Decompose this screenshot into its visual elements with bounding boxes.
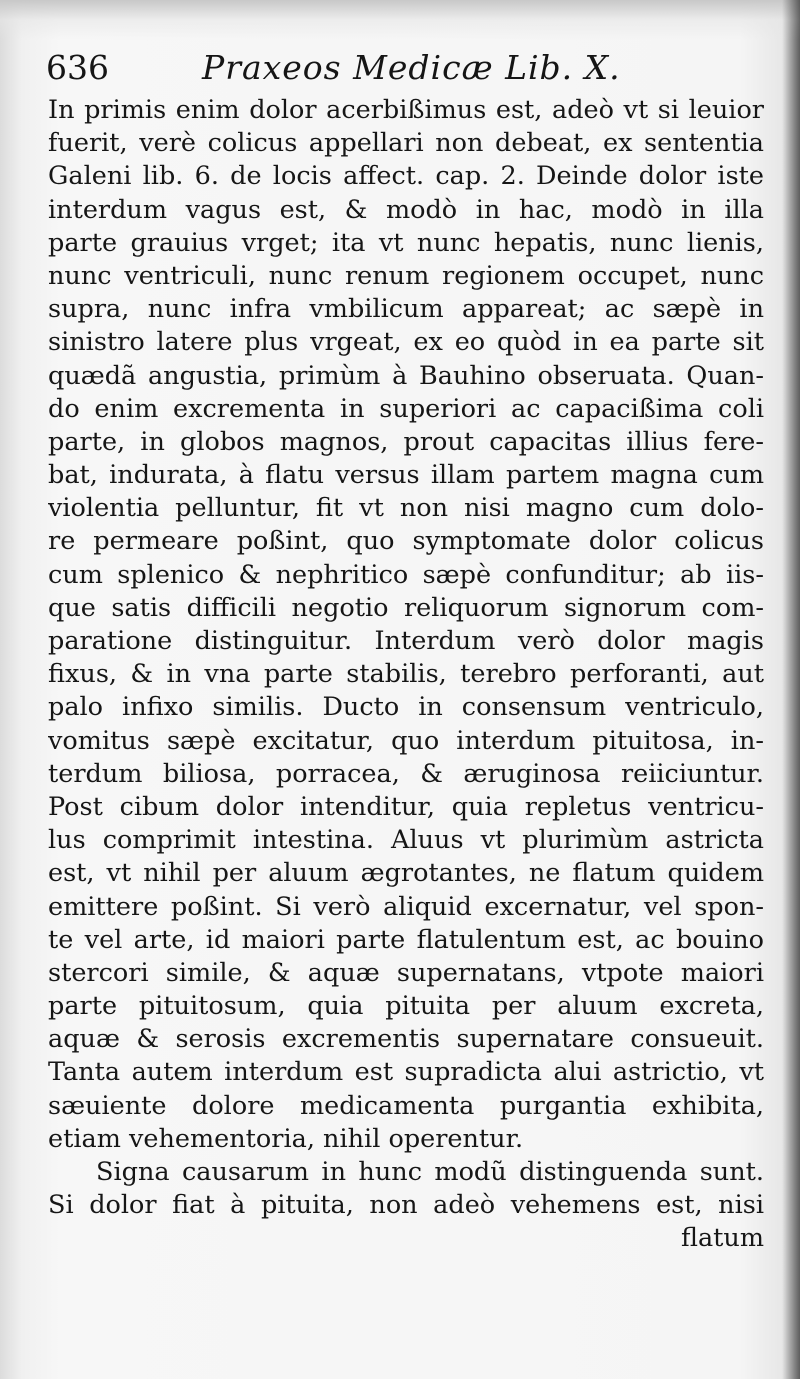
text-line: est, vt nihil per aluum ægrotantes, ne flatum quidem [48, 858, 764, 889]
text-line: Si dolor fiat à pituita, non adeò vehemens est, nisi [48, 1190, 764, 1221]
text-line: parte, in globos magnos, prout capacitas illius fere- [48, 426, 764, 457]
text-line: supra, nunc infra vmbilicum appareat; ac sæpè in [48, 294, 764, 325]
text-line: do enim excrementa in superiori ac capacißima coli [48, 393, 764, 424]
text-line: fuerit, verè colicus appellari non debeat, ex sententia [48, 128, 764, 159]
running-title: Praxeos Medicæ Lib. X. [202, 48, 621, 87]
text-line: sæuiente dolore medicamenta purgantia exhibita, [48, 1090, 764, 1121]
text-line: Tanta autem interdum est supradicta alui astrictio, vt [48, 1057, 764, 1088]
text-line: palo infixo similis. Ducto in consensum ventriculo, [48, 692, 764, 723]
text-line: que satis difficili negotio reliquorum signorum com- [48, 592, 764, 623]
text-line: stercori simile, & aquæ supernatans, vtpote maiori [48, 957, 764, 988]
text-line: lus comprimit intestina. Aluus vt plurimùm astricta [48, 825, 764, 856]
text-line: bat, indurata, à flatu versus illam partem magna cum [48, 460, 764, 491]
text-line: terdum biliosa, porracea, & æruginosa reiiciuntur. [48, 758, 764, 789]
text-line: fixus, & in vna parte stabilis, terebro perforanti, aut [48, 659, 764, 690]
text-line: cum splenico & nephritico sæpè confunditur; ab iis- [48, 559, 764, 590]
text-line: etiam vehementoria, nihil operentur. [48, 1123, 524, 1154]
page-header [44, 48, 764, 92]
text-line: aquæ & serosis excrementis supernatare consueuit. [48, 1024, 764, 1055]
text-line: parte pituitosum, quia pituita per aluum excreta, [48, 991, 764, 1022]
text-line: nunc ventriculi, nunc renum regionem occupet, nunc [48, 260, 764, 291]
text-line: quædã angustia, primùm à Bauhino obseruata. Quan- [48, 360, 764, 391]
text-line: In primis enim dolor acerbißimus est, adeò vt si leuior [48, 95, 764, 125]
text-line: Signa causarum in hunc modũ distinguenda sunt. [96, 1157, 764, 1187]
catchword: flatum [680, 1223, 764, 1254]
scan-top-shadow [0, 0, 800, 40]
page-number: 636 [46, 48, 109, 87]
text-line: re permeare poßint, quo symptomate dolor colicus [48, 526, 764, 557]
text-line: interdum vagus est, & modò in hac, modò in illa [48, 194, 764, 225]
text-line: parte grauius vrget; ita vt nunc hepatis, nunc lienis, [48, 227, 764, 258]
text-line: te vel arte, id maiori parte flatulentum est, ac bouino [48, 924, 764, 955]
text-line: sinistro latere plus vrgeat, ex eo quòd in ea parte sit [48, 327, 764, 358]
text-line: violentia pelluntur, fit vt non nisi magno cum dolo- [48, 493, 764, 524]
text-line: paratione distinguitur. Interdum verò dolor magis [48, 626, 764, 656]
text-line: vomitus sæpè excitatur, quo interdum pituitosa, in- [48, 725, 764, 756]
body-text [48, 94, 764, 1256]
text-line: Galeni lib. 6. de locis affect. cap. 2. Deinde dolor iste [48, 161, 764, 192]
text-line: emittere poßint. Si verò aliquid excernatur, vel spon- [48, 891, 764, 922]
text-line: Post cibum dolor intenditur, quia repletus ventricu- [48, 791, 764, 822]
scan-spine-shadow [782, 0, 800, 1379]
